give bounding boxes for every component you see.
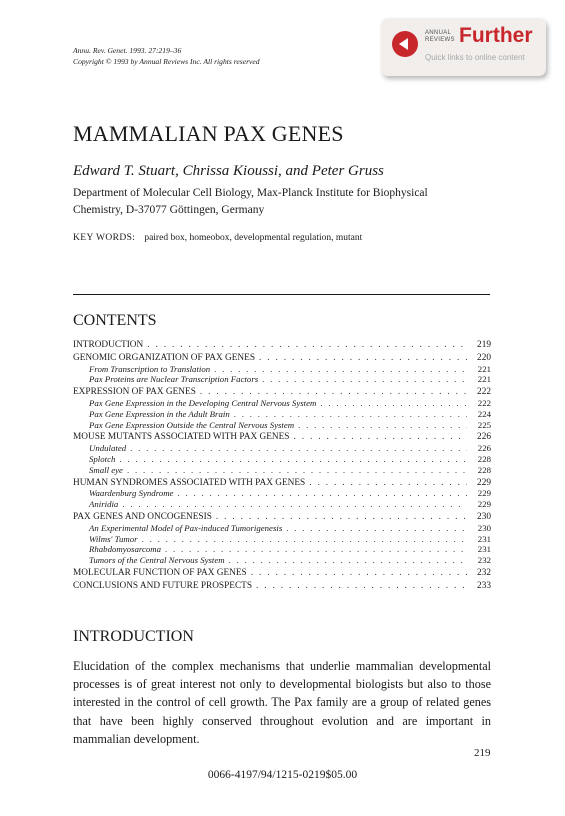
toc-entry-page: 221 <box>477 374 491 385</box>
toc-dot-leader <box>256 581 467 592</box>
toc-subsection-entry[interactable] <box>73 374 491 385</box>
toc-entry-title: An Experimental Model of Pax-induced Tumorigenesis <box>89 522 283 533</box>
toc-section-entry[interactable] <box>73 568 491 579</box>
reviews-text: REVIEWS <box>425 37 455 43</box>
further-word: Further <box>459 24 533 47</box>
toc-dot-leader <box>298 420 467 431</box>
toc-dot-leader <box>127 465 467 476</box>
toc-entry-title: Small eye <box>89 464 123 475</box>
toc-entry-page: 232 <box>477 555 491 566</box>
toc-dot-leader <box>200 387 467 398</box>
section-divider <box>73 294 490 295</box>
toc-entry-title: Pax Gene Expression in the Developing Central Nervous System <box>89 397 317 408</box>
toc-dot-leader <box>165 544 467 555</box>
toc-dot-leader <box>251 568 467 579</box>
toc-entry-title: Aniridia <box>89 499 119 510</box>
affiliation-line-1: Department of Molecular Cell Biology, Max-Planck Institute for Biophysical <box>73 187 428 199</box>
toc-entry-title: HUMAN SYNDROMES ASSOCIATED WITH PAX GENES <box>73 477 306 488</box>
toc-entry-title: MOUSE MUTANTS ASSOCIATED WITH PAX GENES <box>73 432 290 443</box>
toc-entry-title: INTRODUCTION <box>73 340 144 350</box>
toc-section-entry[interactable] <box>73 387 491 398</box>
toc-entry-page: 232 <box>477 567 491 578</box>
toc-subsection-entry[interactable] <box>73 534 491 545</box>
toc-entry-title: Wilms' Tumor <box>89 533 138 544</box>
toc-entry-title: CONCLUSIONS AND FUTURE PROSPECTS <box>73 580 253 591</box>
toc-entry-page: 222 <box>477 397 491 408</box>
toc-entry-page: 220 <box>477 352 491 363</box>
toc-entry-page: 229 <box>477 488 491 499</box>
toc-section-entry[interactable] <box>73 353 491 364</box>
toc-entry-page: 233 <box>477 580 491 591</box>
toc-entry-page: 230 <box>477 511 491 522</box>
further-link-badge[interactable] <box>381 18 546 76</box>
toc-subsection-entry[interactable] <box>73 364 491 375</box>
toc-dot-leader <box>229 555 467 566</box>
toc-subsection-entry[interactable] <box>73 409 491 420</box>
toc-subsection-entry[interactable] <box>73 465 491 476</box>
toc-dot-leader <box>320 398 467 409</box>
toc-entry-page: 228 <box>477 453 491 464</box>
keywords <box>73 233 362 243</box>
toc-entry-page: 229 <box>477 477 491 488</box>
toc-subsection-entry[interactable] <box>73 454 491 465</box>
toc-dot-leader <box>177 488 467 499</box>
toc-subsection-entry[interactable] <box>73 443 491 454</box>
toc-entry-page: 219 <box>477 340 491 350</box>
toc-subsection-entry[interactable] <box>73 523 491 534</box>
toc-entry-page: 222 <box>477 387 491 398</box>
toc-dot-leader <box>147 340 467 351</box>
introduction-heading: INTRODUCTION <box>73 628 194 645</box>
toc-dot-leader <box>234 409 467 420</box>
toc-section-entry[interactable] <box>73 478 491 489</box>
further-tagline: Quick links to online content <box>425 53 525 62</box>
article-authors: Edward T. Stuart, Chrissa Kioussi, and Peter Gruss <box>73 163 384 179</box>
toc-entry-title: Pax Gene Expression Outside the Central Nervous System <box>89 419 295 430</box>
toc-section-entry[interactable] <box>73 512 491 523</box>
introduction-paragraph: Elucidation of the complex mechanisms that underlie mammalian developmental processes is of great interest not only to developmental biologists but also to those interested in the control of cell growth. The Pax family are a group of related genes that have been highly conserved throughout evolution and are important in mammalian development. <box>73 659 491 746</box>
table-of-contents <box>73 340 491 592</box>
toc-dot-leader <box>130 443 467 454</box>
page-number: 219 <box>474 747 491 759</box>
author-affiliation <box>73 185 428 219</box>
toc-dot-leader <box>216 512 467 523</box>
toc-entry-page: 224 <box>477 408 491 419</box>
toc-dot-leader <box>309 478 467 489</box>
toc-subsection-entry[interactable] <box>73 555 491 566</box>
toc-entry-title: Splotch <box>89 453 116 464</box>
toc-entry-page: 228 <box>477 464 491 475</box>
toc-subsection-entry[interactable] <box>73 420 491 431</box>
affiliation-line-2: Chemistry, D-37077 Göttingen, Germany <box>73 204 265 216</box>
toc-dot-leader <box>286 523 467 534</box>
journal-citation-block <box>73 45 260 67</box>
annual-text: ANNUAL <box>425 30 452 36</box>
journal-citation: Annu. Rev. Genet. 1993. 27:219–36 <box>73 46 182 55</box>
annual-reviews-label <box>425 30 455 44</box>
toc-dot-leader <box>262 374 467 385</box>
arrow-left-icon <box>392 31 418 57</box>
copyright-notice: Copyright © 1993 by Annual Reviews Inc. All rights reserved <box>73 57 260 66</box>
toc-dot-leader <box>214 364 467 375</box>
toc-entry-title: PAX GENES AND ONCOGENESIS <box>73 511 212 522</box>
toc-dot-leader <box>122 499 467 510</box>
article-title: MAMMALIAN PAX GENES <box>73 121 344 146</box>
toc-subsection-entry[interactable] <box>73 544 491 555</box>
toc-dot-leader <box>259 353 467 364</box>
contents-heading: CONTENTS <box>73 312 157 329</box>
toc-entry-title: MOLECULAR FUNCTION OF PAX GENES <box>73 567 247 578</box>
toc-entry-page: 230 <box>477 522 491 533</box>
toc-dot-leader <box>293 432 467 443</box>
toc-entry-title: Waardenburg Syndrome <box>89 488 174 499</box>
toc-entry-title: Undulated <box>89 443 127 454</box>
toc-entry-title: EXPRESSION OF PAX GENES <box>73 387 196 398</box>
toc-subsection-entry[interactable] <box>73 499 491 510</box>
toc-section-entry[interactable] <box>73 432 491 443</box>
toc-section-entry[interactable] <box>73 340 491 351</box>
toc-entry-page: 231 <box>477 544 491 555</box>
toc-subsection-entry[interactable] <box>73 398 491 409</box>
toc-dot-leader <box>119 454 467 465</box>
toc-entry-page: 226 <box>477 443 491 454</box>
toc-entry-title: From Transcription to Translation <box>89 363 211 374</box>
toc-section-entry[interactable] <box>73 581 491 592</box>
toc-entry-page: 226 <box>477 432 491 443</box>
toc-entry-page: 231 <box>477 533 491 544</box>
toc-entry-title: Pax Proteins are Nuclear Transcription Factors <box>89 374 259 385</box>
toc-entry-title: Tumors of the Central Nervous System <box>89 555 225 566</box>
keywords-value: paired box, homeobox, developmental regulation, mutant <box>144 233 363 243</box>
toc-subsection-entry[interactable] <box>73 488 491 499</box>
toc-entry-page: 225 <box>477 419 491 430</box>
toc-entry-title: Pax Gene Expression in the Adult Brain <box>89 408 230 419</box>
toc-entry-title: GENOMIC ORGANIZATION OF PAX GENES <box>73 352 255 363</box>
keywords-label: KEY WORDS: <box>73 233 136 243</box>
toc-entry-title: Rhabdomyosarcoma <box>89 544 161 555</box>
toc-dot-leader <box>142 534 467 545</box>
footer-code: 0066-4197/94/1215-0219$05.00 <box>207 769 358 781</box>
toc-entry-page: 229 <box>477 499 491 510</box>
toc-entry-page: 221 <box>477 363 491 374</box>
